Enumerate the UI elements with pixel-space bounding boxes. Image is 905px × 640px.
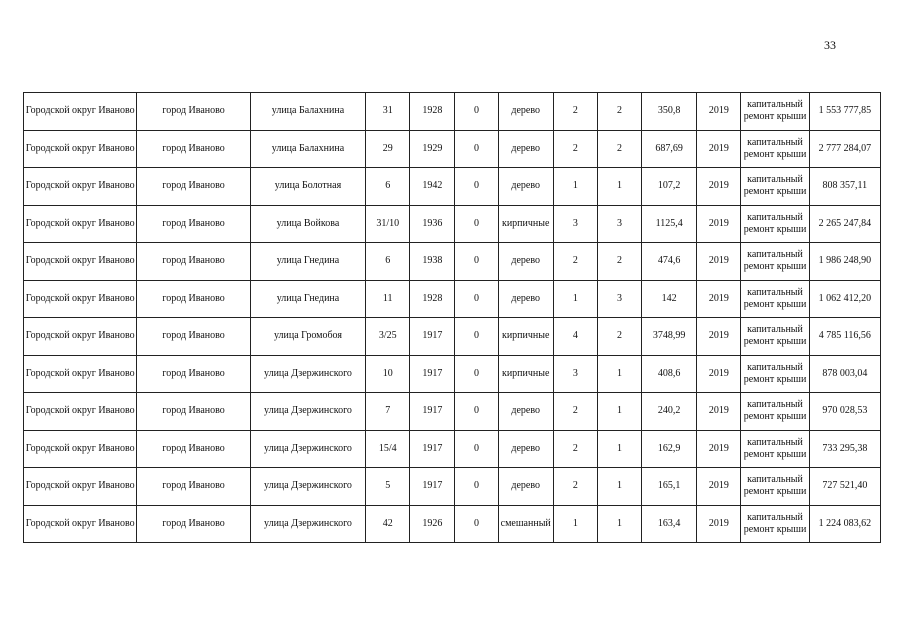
cell-planned-year: 2019 xyxy=(697,93,741,131)
table-row xyxy=(24,355,881,393)
cell-street: улица Дзержинского xyxy=(250,430,365,468)
cell-wall-material: дерево xyxy=(498,468,553,506)
cell-wall-material: дерево xyxy=(498,243,553,281)
cell-municipality: Городской округ Иваново xyxy=(24,130,137,168)
cell-house-number: 6 xyxy=(366,243,410,281)
cell-entrances: 1 xyxy=(597,505,641,543)
cell-work-type: капитальный ремонт крыши xyxy=(741,355,809,393)
cell-house-number: 15/4 xyxy=(366,430,410,468)
cell-wall-material: кирпичные xyxy=(498,205,553,243)
cell-year-built: 1926 xyxy=(410,505,455,543)
cell-settlement: город Иваново xyxy=(137,93,250,131)
cell-total-area: 165,1 xyxy=(642,468,697,506)
cell-street: улица Гнедина xyxy=(250,280,365,318)
cell-entrances: 1 xyxy=(597,168,641,206)
cell-work-type: капитальный ремонт крыши xyxy=(741,168,809,206)
cell-settlement: город Иваново xyxy=(137,468,250,506)
cell-year-overhaul: 0 xyxy=(455,355,498,393)
cell-work-type: капитальный ремонт крыши xyxy=(741,468,809,506)
cell-year-overhaul: 0 xyxy=(455,93,498,131)
cell-year-overhaul: 0 xyxy=(455,393,498,431)
cell-year-built: 1938 xyxy=(410,243,455,281)
cell-work-type: капитальный ремонт крыши xyxy=(741,243,809,281)
cell-settlement: город Иваново xyxy=(137,280,250,318)
cell-floors: 2 xyxy=(553,93,597,131)
cell-street: улица Войкова xyxy=(250,205,365,243)
cell-year-built: 1928 xyxy=(410,93,455,131)
table-row xyxy=(24,468,881,506)
cell-settlement: город Иваново xyxy=(137,430,250,468)
cell-municipality: Городской округ Иваново xyxy=(24,318,137,356)
table-row xyxy=(24,430,881,468)
cell-municipality: Городской округ Иваново xyxy=(24,430,137,468)
cell-year-overhaul: 0 xyxy=(455,243,498,281)
cell-planned-year: 2019 xyxy=(697,205,741,243)
cell-year-built: 1917 xyxy=(410,393,455,431)
cell-entrances: 2 xyxy=(597,318,641,356)
cell-wall-material: кирпичные xyxy=(498,318,553,356)
cell-year-overhaul: 0 xyxy=(455,318,498,356)
cell-cost: 808 357,11 xyxy=(809,168,880,206)
cell-total-area: 687,69 xyxy=(642,130,697,168)
cell-total-area: 1125,4 xyxy=(642,205,697,243)
cell-cost: 4 785 116,56 xyxy=(809,318,880,356)
cell-street: улица Балахнина xyxy=(250,93,365,131)
cell-year-built: 1928 xyxy=(410,280,455,318)
cell-entrances: 2 xyxy=(597,130,641,168)
cell-total-area: 163,4 xyxy=(642,505,697,543)
cell-street: улица Дзержинского xyxy=(250,393,365,431)
cell-entrances: 3 xyxy=(597,205,641,243)
cell-total-area: 350,8 xyxy=(642,93,697,131)
cell-entrances: 2 xyxy=(597,243,641,281)
cell-street: улица Балахнина xyxy=(250,130,365,168)
cell-house-number: 7 xyxy=(366,393,410,431)
cell-floors: 1 xyxy=(553,280,597,318)
cell-year-overhaul: 0 xyxy=(455,430,498,468)
page-number: 33 xyxy=(824,38,836,52)
cell-municipality: Городской округ Иваново xyxy=(24,280,137,318)
cell-wall-material: смешанный xyxy=(498,505,553,543)
cell-house-number: 31 xyxy=(366,93,410,131)
table-row xyxy=(24,243,881,281)
cell-entrances: 1 xyxy=(597,430,641,468)
cell-year-built: 1936 xyxy=(410,205,455,243)
cell-street: улица Гнедина xyxy=(250,243,365,281)
cell-wall-material: дерево xyxy=(498,168,553,206)
cell-total-area: 142 xyxy=(642,280,697,318)
cell-planned-year: 2019 xyxy=(697,393,741,431)
cell-planned-year: 2019 xyxy=(697,355,741,393)
cell-planned-year: 2019 xyxy=(697,280,741,318)
cell-planned-year: 2019 xyxy=(697,130,741,168)
cell-house-number: 42 xyxy=(366,505,410,543)
cell-year-built: 1917 xyxy=(410,318,455,356)
cell-floors: 2 xyxy=(553,130,597,168)
cell-work-type: капитальный ремонт крыши xyxy=(741,505,809,543)
cell-wall-material: дерево xyxy=(498,130,553,168)
cell-settlement: город Иваново xyxy=(137,505,250,543)
cell-work-type: капитальный ремонт крыши xyxy=(741,430,809,468)
cell-floors: 2 xyxy=(553,430,597,468)
cell-entrances: 3 xyxy=(597,280,641,318)
cell-planned-year: 2019 xyxy=(697,468,741,506)
cell-floors: 1 xyxy=(553,168,597,206)
cell-settlement: город Иваново xyxy=(137,318,250,356)
cell-planned-year: 2019 xyxy=(697,505,741,543)
cell-total-area: 162,9 xyxy=(642,430,697,468)
table-row xyxy=(24,318,881,356)
cell-floors: 2 xyxy=(553,468,597,506)
cell-municipality: Городской округ Иваново xyxy=(24,205,137,243)
cell-cost: 1 986 248,90 xyxy=(809,243,880,281)
cell-work-type: капитальный ремонт крыши xyxy=(741,393,809,431)
cell-settlement: город Иваново xyxy=(137,130,250,168)
cell-street: улица Громобоя xyxy=(250,318,365,356)
cell-planned-year: 2019 xyxy=(697,168,741,206)
cell-wall-material: дерево xyxy=(498,93,553,131)
table-row xyxy=(24,205,881,243)
cell-cost: 970 028,53 xyxy=(809,393,880,431)
housing-registry-table xyxy=(23,92,881,543)
cell-settlement: город Иваново xyxy=(137,243,250,281)
cell-wall-material: дерево xyxy=(498,280,553,318)
cell-total-area: 3748,99 xyxy=(642,318,697,356)
cell-house-number: 10 xyxy=(366,355,410,393)
cell-settlement: город Иваново xyxy=(137,393,250,431)
cell-settlement: город Иваново xyxy=(137,355,250,393)
cell-cost: 878 003,04 xyxy=(809,355,880,393)
cell-year-overhaul: 0 xyxy=(455,505,498,543)
cell-entrances: 2 xyxy=(597,93,641,131)
cell-house-number: 3/25 xyxy=(366,318,410,356)
cell-entrances: 1 xyxy=(597,468,641,506)
cell-floors: 4 xyxy=(553,318,597,356)
cell-year-built: 1917 xyxy=(410,468,455,506)
cell-settlement: город Иваново xyxy=(137,205,250,243)
table-row xyxy=(24,393,881,431)
cell-municipality: Городской округ Иваново xyxy=(24,168,137,206)
cell-wall-material: кирпичные xyxy=(498,355,553,393)
cell-floors: 3 xyxy=(553,205,597,243)
cell-street: улица Болотная xyxy=(250,168,365,206)
cell-year-built: 1929 xyxy=(410,130,455,168)
cell-year-overhaul: 0 xyxy=(455,168,498,206)
cell-municipality: Городской округ Иваново xyxy=(24,393,137,431)
cell-cost: 1 224 083,62 xyxy=(809,505,880,543)
cell-house-number: 6 xyxy=(366,168,410,206)
cell-cost: 2 777 284,07 xyxy=(809,130,880,168)
cell-cost: 733 295,38 xyxy=(809,430,880,468)
cell-year-overhaul: 0 xyxy=(455,280,498,318)
cell-house-number: 31/10 xyxy=(366,205,410,243)
cell-wall-material: дерево xyxy=(498,393,553,431)
cell-year-overhaul: 0 xyxy=(455,130,498,168)
cell-street: улица Дзержинского xyxy=(250,468,365,506)
cell-cost: 1 553 777,85 xyxy=(809,93,880,131)
cell-municipality: Городской округ Иваново xyxy=(24,505,137,543)
cell-floors: 2 xyxy=(553,243,597,281)
cell-cost: 1 062 412,20 xyxy=(809,280,880,318)
cell-total-area: 107,2 xyxy=(642,168,697,206)
cell-planned-year: 2019 xyxy=(697,243,741,281)
cell-total-area: 474,6 xyxy=(642,243,697,281)
cell-year-overhaul: 0 xyxy=(455,468,498,506)
cell-floors: 3 xyxy=(553,355,597,393)
cell-work-type: капитальный ремонт крыши xyxy=(741,318,809,356)
cell-settlement: город Иваново xyxy=(137,168,250,206)
cell-floors: 1 xyxy=(553,505,597,543)
cell-municipality: Городской округ Иваново xyxy=(24,468,137,506)
cell-work-type: капитальный ремонт крыши xyxy=(741,280,809,318)
cell-municipality: Городской округ Иваново xyxy=(24,355,137,393)
cell-entrances: 1 xyxy=(597,355,641,393)
cell-street: улица Дзержинского xyxy=(250,355,365,393)
cell-planned-year: 2019 xyxy=(697,430,741,468)
cell-year-overhaul: 0 xyxy=(455,205,498,243)
cell-street: улица Дзержинского xyxy=(250,505,365,543)
cell-year-built: 1917 xyxy=(410,355,455,393)
cell-wall-material: дерево xyxy=(498,430,553,468)
cell-floors: 2 xyxy=(553,393,597,431)
cell-year-built: 1917 xyxy=(410,430,455,468)
cell-municipality: Городской округ Иваново xyxy=(24,93,137,131)
cell-total-area: 408,6 xyxy=(642,355,697,393)
cell-entrances: 1 xyxy=(597,393,641,431)
cell-house-number: 5 xyxy=(366,468,410,506)
cell-cost: 727 521,40 xyxy=(809,468,880,506)
table-row xyxy=(24,505,881,543)
table-row xyxy=(24,280,881,318)
table-row xyxy=(24,168,881,206)
cell-year-built: 1942 xyxy=(410,168,455,206)
cell-municipality: Городской округ Иваново xyxy=(24,243,137,281)
cell-work-type: капитальный ремонт крыши xyxy=(741,205,809,243)
cell-cost: 2 265 247,84 xyxy=(809,205,880,243)
cell-work-type: капитальный ремонт крыши xyxy=(741,93,809,131)
table-body xyxy=(24,93,881,543)
cell-work-type: капитальный ремонт крыши xyxy=(741,130,809,168)
cell-house-number: 11 xyxy=(366,280,410,318)
cell-total-area: 240,2 xyxy=(642,393,697,431)
table-row xyxy=(24,130,881,168)
cell-planned-year: 2019 xyxy=(697,318,741,356)
table-row xyxy=(24,93,881,131)
cell-house-number: 29 xyxy=(366,130,410,168)
